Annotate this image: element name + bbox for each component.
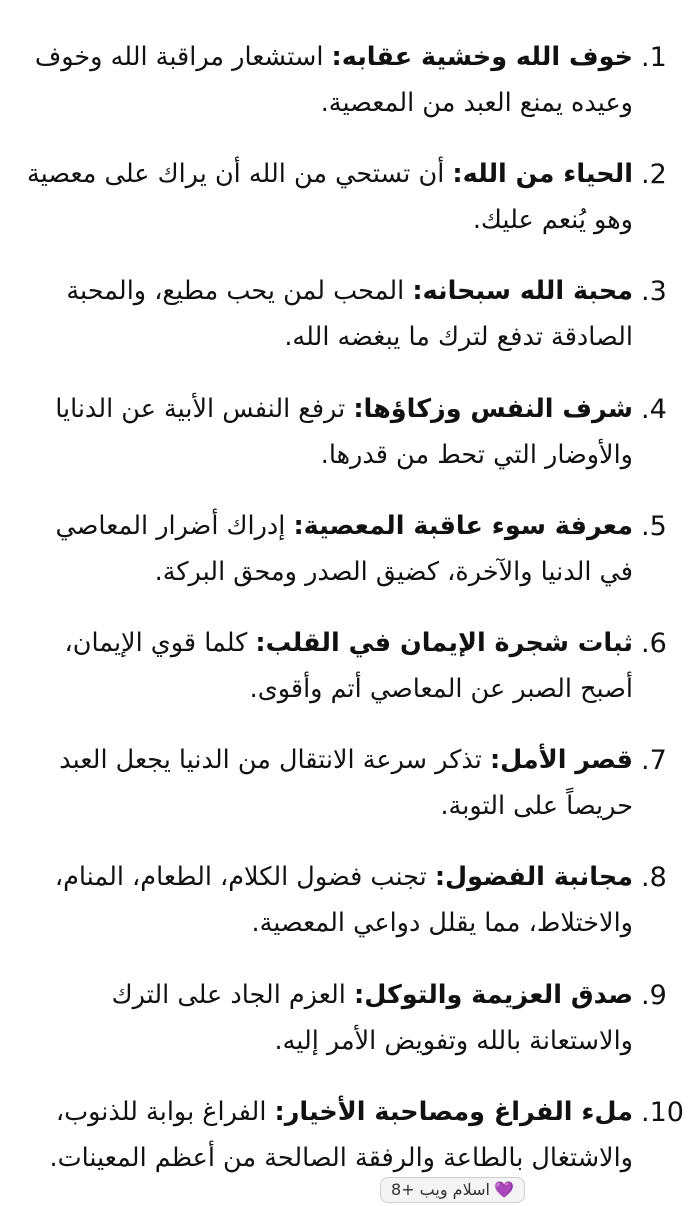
- list-item: [22, 34, 683, 151]
- item-title: محبة الله سبحانه:: [412, 276, 633, 307]
- item-body: تجنب فضول الكلام، الطعام، المنام، والاختلاط، مما يقلل دواعي المعصية.: [54, 862, 633, 939]
- item-title: صدق العزيمة والتوكل:: [354, 979, 633, 1010]
- item-number: .9: [641, 979, 667, 1011]
- list-item: [22, 620, 683, 737]
- item-body: استشعار مراقبة الله وخوف وعيده يمنع العبد من المعصية.: [34, 42, 633, 118]
- item-title: ملء الفراغ ومصاحبة الأخيار:: [274, 1096, 633, 1127]
- item-title: الحياء من الله:: [452, 159, 633, 190]
- item-number: .6: [641, 627, 667, 659]
- item-text: [22, 854, 633, 946]
- item-number: .8: [641, 862, 667, 894]
- item-text: [22, 737, 633, 829]
- item-title: خوف الله وخشية عقابه:: [331, 42, 633, 72]
- item-number: .2: [641, 159, 667, 191]
- item-body: إدراك أضرار المعاصي في الدنيا والآخرة، كضيق الصدر ومحق البركة.: [55, 510, 633, 587]
- item-title: ثبات شجرة الإيمان في القلب:: [255, 627, 633, 658]
- item-body: ترفع النفس الأبية عن الدنايا والأوضار التي تحط من قدرها.: [55, 393, 633, 470]
- item-text: [22, 972, 633, 1064]
- item-body: العزم الجاد على الترك والاستعانة بالله وتفويض الأمر إليه.: [111, 979, 633, 1056]
- item-body: المحب لمن يحب مطيع، والمحبة الصادقة تدفع لترك ما يبغضه الله.: [66, 276, 633, 353]
- item-number: .4: [641, 393, 667, 425]
- source-badge[interactable]: [380, 1177, 525, 1203]
- item-text: [22, 151, 633, 243]
- source-badge-label: اسلام ويب +8: [391, 1180, 490, 1199]
- list-item: [22, 386, 683, 503]
- item-body: تذكر سرعة الانتقال من الدنيا يجعل العبد حريصاً على التوبة.: [59, 745, 633, 822]
- item-text: [22, 268, 633, 360]
- list-item: [22, 1089, 683, 1206]
- item-body: الفراغ بوابة للذنوب، والاشتغال بالطاعة والرفقة الصالحة من أعظم المعينات.: [49, 1096, 633, 1173]
- item-text: [22, 620, 633, 712]
- item-body: أن تستحي من الله أن يراك على معصية وهو يُنعم عليك.: [27, 159, 633, 236]
- item-title: معرفة سوء عاقبة المعصية:: [293, 510, 633, 541]
- list-item: [22, 151, 683, 268]
- item-number: .1: [641, 42, 667, 73]
- item-text: [22, 1089, 633, 1181]
- list-item: [22, 737, 683, 854]
- list-item: [22, 854, 683, 971]
- heart-icon: 💜: [493, 1180, 514, 1199]
- list-item: [22, 972, 683, 1089]
- item-number: .5: [641, 510, 667, 542]
- item-title: مجانبة الفضول:: [434, 862, 633, 893]
- item-title: قصر الأمل:: [489, 745, 633, 776]
- item-title: شرف النفس وزكاؤها:: [353, 393, 633, 424]
- item-body: كلما قوي الإيمان، أصبح الصبر عن المعاصي أتم وأقوى.: [64, 627, 633, 704]
- item-number: .7: [641, 745, 667, 777]
- list-item: [22, 268, 683, 385]
- item-text: [22, 34, 633, 126]
- list-item: [22, 503, 683, 620]
- item-text: [22, 503, 633, 595]
- item-number: .10: [641, 1096, 684, 1128]
- item-number: .3: [641, 276, 667, 308]
- reasons-list: [22, 34, 683, 1206]
- item-text: [22, 386, 633, 478]
